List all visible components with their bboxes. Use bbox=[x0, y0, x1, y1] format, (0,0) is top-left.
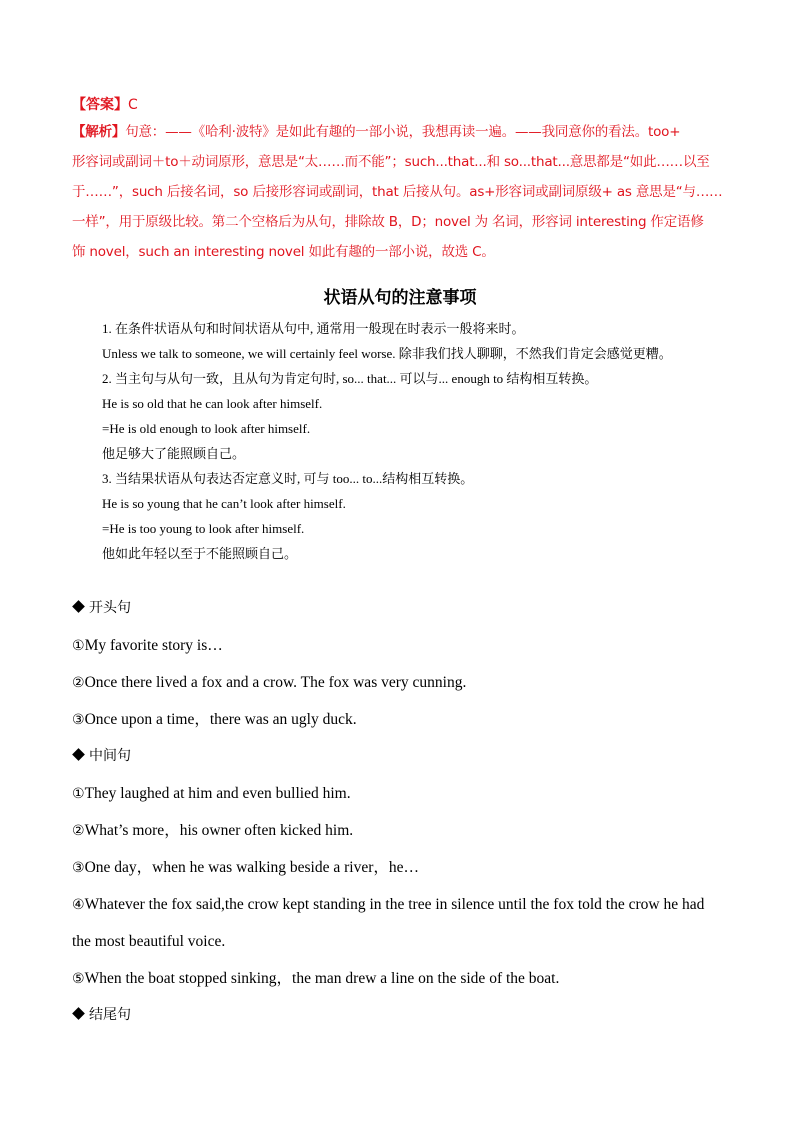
circled-number: ① bbox=[72, 638, 85, 654]
diamond-bullet-icon bbox=[72, 1007, 85, 1020]
circled-number: ① bbox=[72, 786, 85, 802]
circled-number: ② bbox=[72, 675, 85, 691]
analysis-label: 【解析】 bbox=[72, 124, 126, 140]
item-text: One day，when he was walking beside a river，he… bbox=[84, 859, 420, 876]
list-item bbox=[72, 664, 742, 701]
item-text: the most beautiful voice. bbox=[72, 933, 226, 950]
list-item bbox=[72, 701, 742, 738]
section-title: 状语从句的注意事项 bbox=[323, 288, 477, 308]
list-item bbox=[72, 812, 742, 849]
analysis-line: 形容词或副词＋to＋动词原形，意思是“太……而不能”；such...that...和 so...that...意思都是“如此……以至 bbox=[72, 154, 710, 170]
note-line: 1. 在条件状语从句和时间状语从句中, 通常用一般现在时表示一般将来时。 bbox=[102, 321, 525, 336]
note-line: He is so old that he can look after himself. bbox=[102, 396, 323, 411]
item-text: Once upon a time，there was an ugly duck. bbox=[84, 711, 357, 728]
list-item bbox=[72, 775, 742, 812]
diamond-bullet-icon bbox=[72, 600, 85, 613]
note-line: 2. 当主句与从句一致，且从句为肯定句时, so... that... 可以与... enough to 结构相互转换。 bbox=[102, 371, 598, 386]
ending-heading bbox=[72, 997, 742, 1034]
list-item bbox=[72, 886, 742, 923]
circled-number: ③ bbox=[72, 860, 85, 876]
analysis-text: 句意：——《哈利·波特》是如此有趣的一部小说，我想再读一遍。——我同意你的看法。too+ bbox=[125, 124, 681, 140]
note-line: =He is old enough to look after himself. bbox=[102, 421, 311, 436]
circled-number: ④ bbox=[72, 897, 85, 913]
middle-heading-text: 中间句 bbox=[89, 748, 131, 764]
diamond-bullet-icon bbox=[72, 748, 85, 761]
item-text: When the boat stopped sinking，the man drew a line on the side of the boat. bbox=[84, 970, 560, 987]
item-text: What’s more，his owner often kicked him. bbox=[84, 822, 354, 839]
circled-number: ③ bbox=[72, 712, 85, 728]
list-item-continuation bbox=[72, 923, 742, 960]
answer-value: C bbox=[128, 97, 138, 113]
analysis-line: 一样”，用于原级比较。第二个空格后为从句，排除故 B，D；novel 为 名词，形容词 interesting 作定语修 bbox=[72, 214, 704, 230]
note-line: 3. 当结果状语从句表达否定意义时, 可与 too... to...结构相互转换。 bbox=[102, 471, 474, 486]
circled-number: ⑤ bbox=[72, 971, 85, 987]
opening-heading bbox=[72, 590, 742, 627]
analysis-line: 于……”，such 后接名词，so 后接形容词或副词，that 后接从句。as+形容词或副词原级+ as 意思是“与…… bbox=[72, 184, 723, 200]
item-text: Once there lived a fox and a crow. The fox was very cunning. bbox=[84, 674, 467, 691]
answer-label: 【答案】 bbox=[72, 97, 128, 113]
item-text: They laughed at him and even bullied him. bbox=[84, 785, 351, 802]
item-text: Whatever the fox said,the crow kept standing in the tree in silence until the fox told the crow he had bbox=[84, 896, 705, 913]
notes-list bbox=[102, 316, 742, 566]
note-line: Unless we talk to someone, we will certainly feel worse. 除非我们找人聊聊，不然我们肯定会感觉更糟。 bbox=[102, 346, 672, 361]
list-item bbox=[72, 960, 742, 997]
middle-heading bbox=[72, 738, 742, 775]
item-text: My favorite story is… bbox=[84, 637, 223, 654]
ending-heading-text: 结尾句 bbox=[89, 1007, 131, 1023]
answer-line bbox=[72, 94, 732, 116]
answer-analysis-block bbox=[72, 94, 732, 267]
note-line: =He is too young to look after himself. bbox=[102, 521, 305, 536]
list-item bbox=[72, 627, 742, 664]
phrase-sections bbox=[72, 590, 742, 1034]
note-line: 他足够大了能照顾自己。 bbox=[102, 446, 246, 461]
opening-heading-text: 开头句 bbox=[89, 600, 131, 616]
note-line: He is so young that he can’t look after himself. bbox=[102, 496, 346, 511]
circled-number: ② bbox=[72, 823, 85, 839]
note-line: 他如此年轻以至于不能照顾自己。 bbox=[102, 546, 298, 561]
analysis-line bbox=[72, 117, 732, 147]
list-item bbox=[72, 849, 742, 886]
analysis-line: 饰 novel，such an interesting novel 如此有趣的一部小说，故选 C。 bbox=[72, 244, 495, 260]
